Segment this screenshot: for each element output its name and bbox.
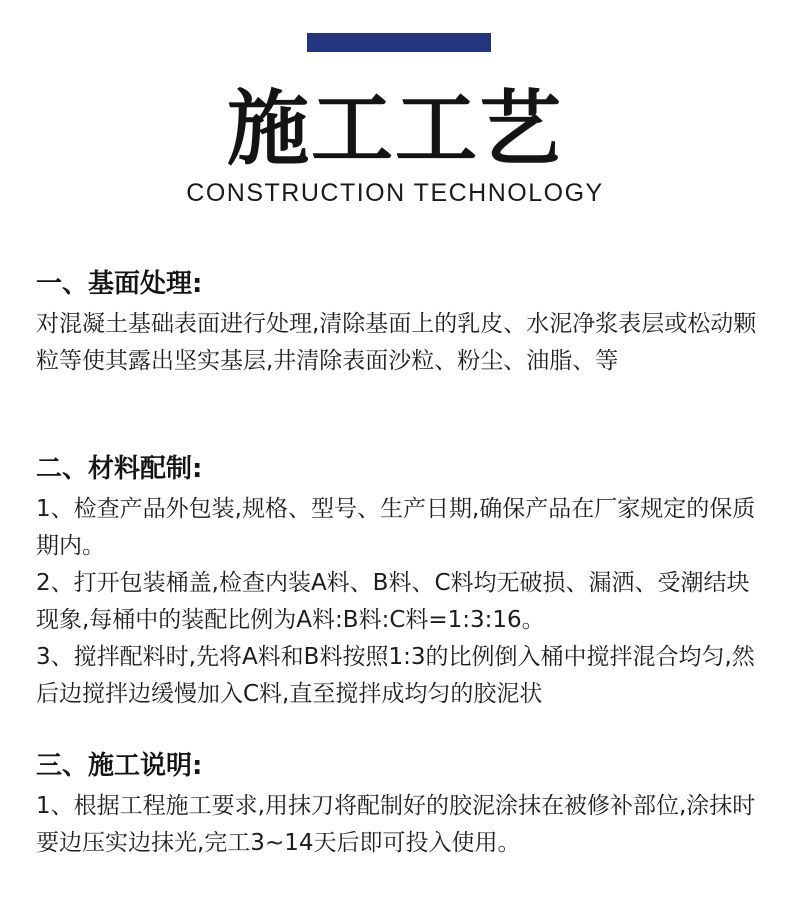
paragraph: 1、根据工程施工要求,用抹刀将配制好的胶泥涂抹在被修补部位,涂抹时要边压实边抹光,完工3~14天后即可投入使用。 [36, 793, 756, 856]
paragraph: 1、检查产品外包装,规格、型号、生产日期,确保产品在厂家规定的保质期内。 [36, 496, 756, 559]
section-heading: 二、材料配制: [36, 454, 203, 484]
section-heading: 三、施工说明: [36, 751, 203, 781]
paragraph: 3、搅拌配料时,先将A料和B料按照1:3的比例倒入桶中搅拌混合均匀,然后边搅拌边缓慢加入C料,直至搅拌成均匀的胶泥状 [36, 644, 755, 707]
section-material-preparation [36, 451, 760, 713]
section-body [36, 491, 760, 713]
page-title: 施工工艺 [226, 82, 563, 177]
accent-bar [307, 33, 491, 52]
section-heading: 一、基面处理: [36, 269, 203, 299]
paragraph: 2、打开包装桶盖,检查内装A料、B料、C料均无破损、漏洒、受潮结块现象,每桶中的装配比例为A料:B料:C料=1:3:16。 [36, 570, 750, 633]
section-surface-treatment [36, 266, 760, 380]
section-body [36, 306, 760, 380]
paragraph: 对混凝土基础表面进行处理,清除基面上的乳皮、水泥净浆表层或松动颗粒等使其露出坚实基层,井清除表面沙粒、粉尘、油脂、等 [36, 311, 757, 374]
section-body [36, 788, 760, 862]
section-construction-notes [36, 748, 760, 862]
page-subtitle: CONSTRUCTION TECHNOLOGY [186, 179, 604, 207]
